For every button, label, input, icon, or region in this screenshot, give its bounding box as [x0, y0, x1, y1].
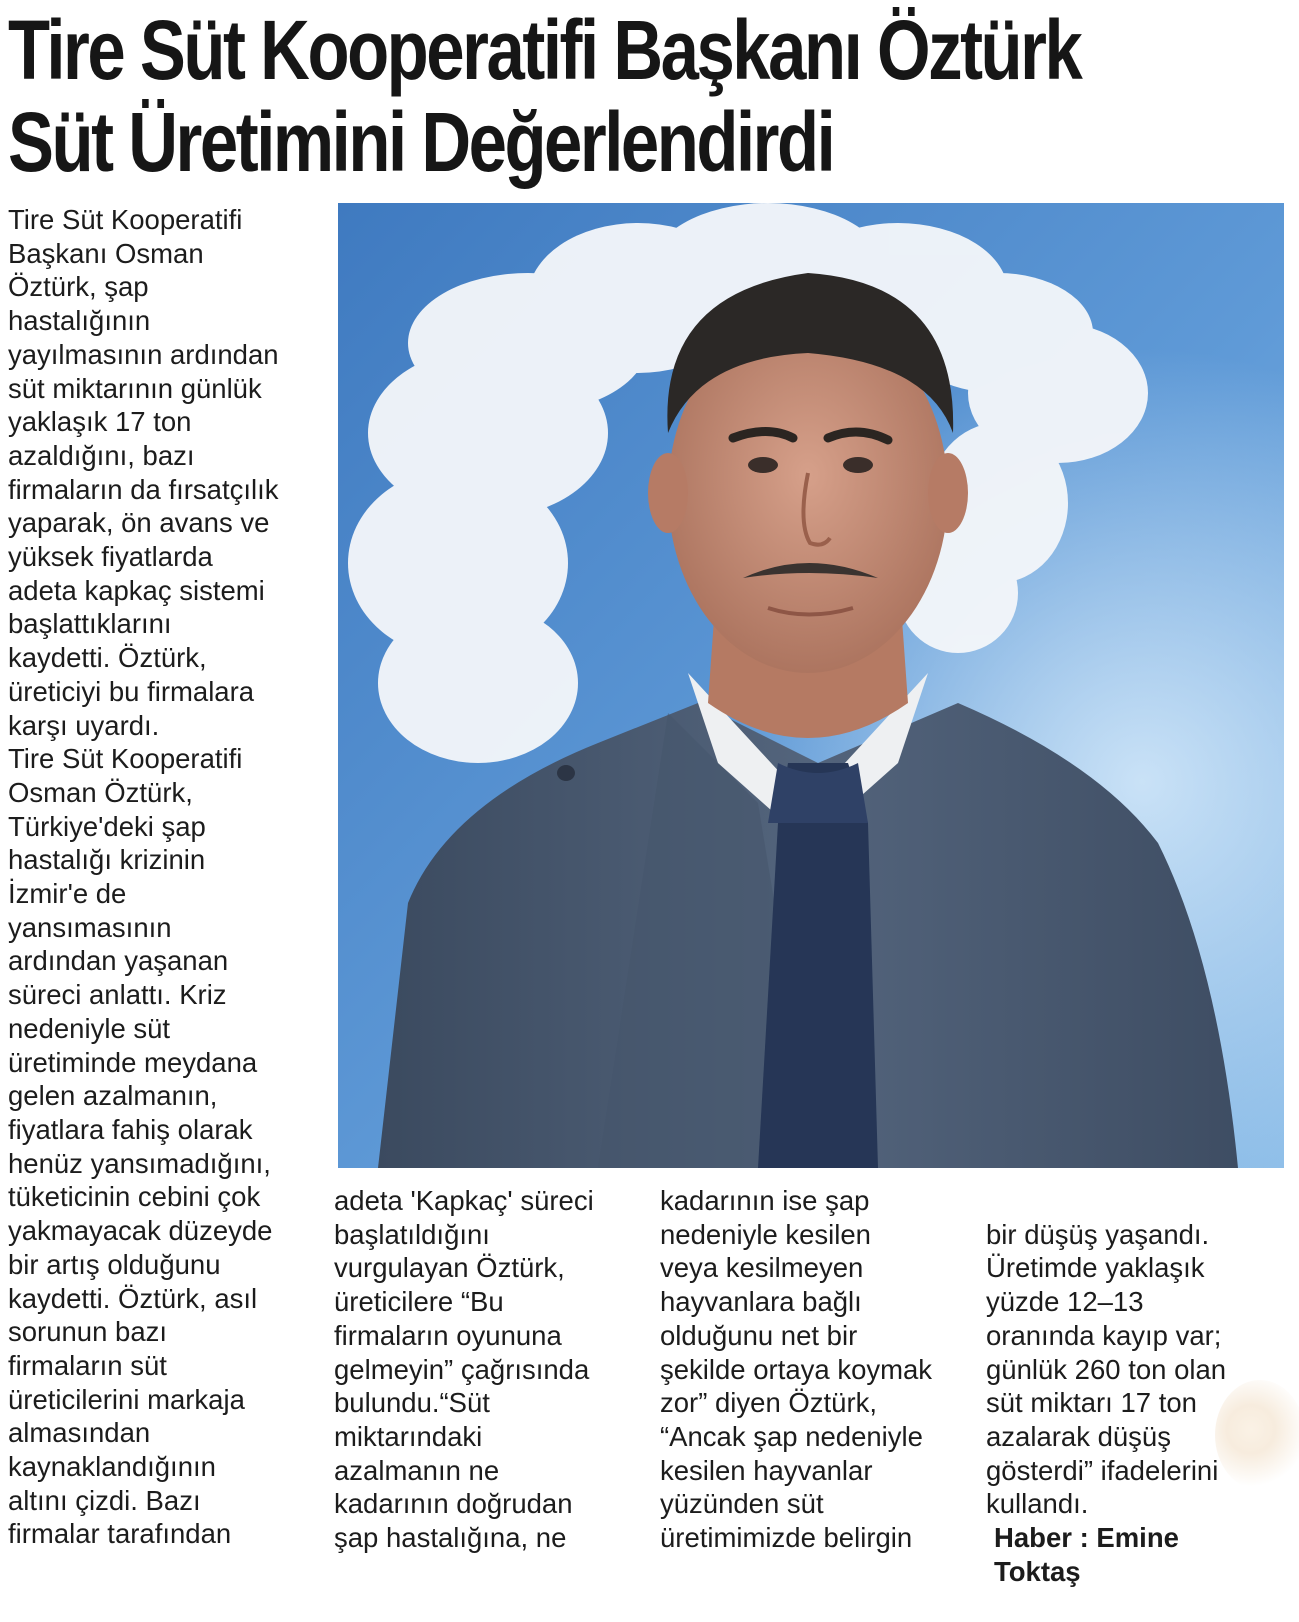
headline-line-2: Süt Üretimini Değerlendirdi — [8, 95, 834, 189]
byline: Haber : Emine Toktaş — [994, 1522, 1179, 1587]
lapel-pin — [557, 765, 575, 781]
source-stamp — [1215, 1380, 1299, 1490]
article-column-2: adeta 'Kapkaç' süreci başlatıldığını vurgulayan Öztürk, üreticilere “Bu firmaların oyununa gelmeyin” çağrısında bulundu.“Süt miktarındaki azalmanın ne kadarının doğrudan şap hastalığına, ne — [334, 1185, 594, 1554]
article-column-1: Tire Süt Kooperatifi Başkanı Osman Öztürk, şap hastalığının yayılmasının ardından süt miktarının günlük yaklaşık 17 ton azaldığını, bazı firmaların da fırsatçılık yaparak, ön avans ve yüksek fiyatlarda adeta kapkaç sistemi başlattıklarını kaydetti. Öztürk, üreticiyi bu firmalara karşı uyardı. Tire Süt Kooperatifi Osman Öztürk, Türkiye'deki şap hastalığı krizinin İzmir'e de yansımasının ardından yaşanan süreci anlattı. Kriz nedeniyle süt üretiminde meydana gelen azalmanın, fiyatlara fahiş olarak henüz yansımadığını, tüketicinin cebini çok yakmayacak düzeyde bir artış olduğunu kaydetti. Öztürk, asıl sorunun bazı firmaların süt üreticilerini markaja almasından kaynaklandığının altını çizdi. Bazı firmalar tarafından — [8, 204, 279, 1550]
article-headline — [8, 3, 1081, 189]
headline-line-1: Tire Süt Kooperatifi Başkanı Öztürk — [8, 3, 1081, 97]
portrait-photo — [338, 203, 1284, 1168]
column-4-text: bir düşüş yaşandı. Üretimde yaklaşık yüzde 12–13 oranında kayıp var; günlük 260 ton olan süt miktarı 17 ton azalarak düşüş gösterdi” ifadelerini kullandı. — [986, 1218, 1227, 1520]
article-column-3: kadarının ise şap nedeniyle kesilen veya kesilmeyen hayvanlara bağlı olduğunu net bir şekilde ortaya koymak zor” diyen Öztürk, “Ancak şap nedeniyle kesilen hayvanlar yüzünden süt üretimimizde belirgin — [660, 1185, 933, 1554]
